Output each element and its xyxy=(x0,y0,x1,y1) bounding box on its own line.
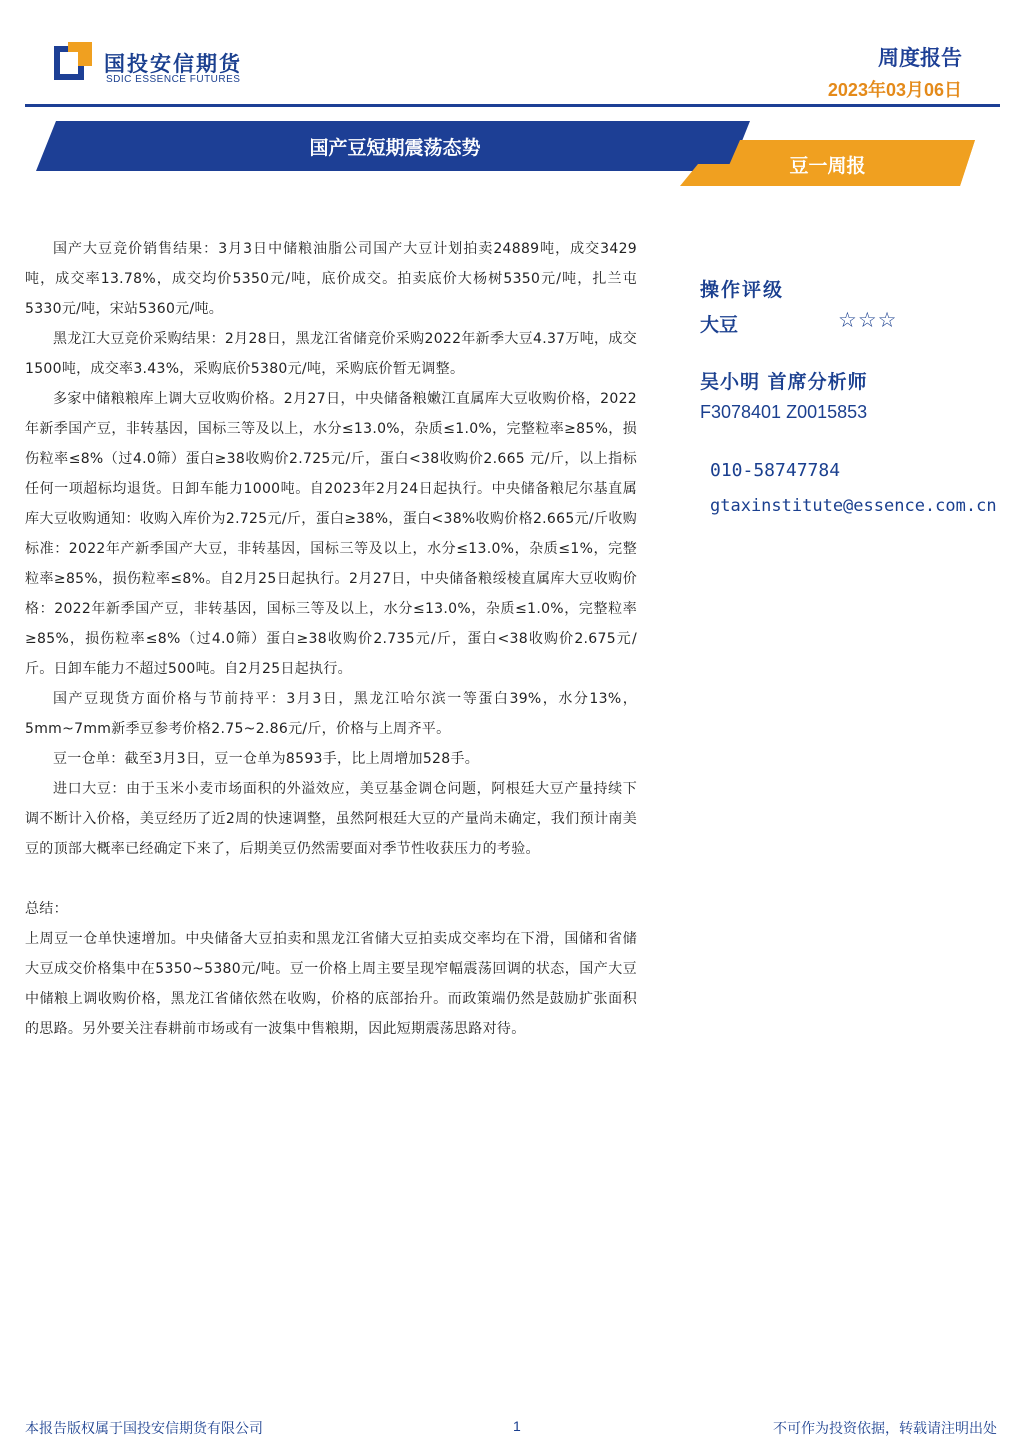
company-logo-icon xyxy=(54,42,94,82)
report-body xyxy=(25,234,637,1044)
company-name-cn: 国投安信期货 xyxy=(104,52,242,76)
summary-label: 总结： xyxy=(25,901,68,917)
footer-disclaimer: 不可作为投资依据，转载请注明出处 xyxy=(773,1421,997,1437)
footer-copyright: 本报告版权属于国投安信期货有限公司 xyxy=(25,1421,263,1437)
report-type: 周度报告 xyxy=(878,46,962,70)
paragraph-spot-prices: 国产豆现货方面价格与节前持平：3月3日，黑龙江哈尔滨一等蛋白39%，水分13%，5mm~7mm新季豆参考价格2.75~2.86元/斤，价格与上周齐平。 xyxy=(25,691,637,737)
contact-email[interactable]: gtaxinstitute@essence.com.cn xyxy=(710,496,997,516)
paragraph-auction: 国产大豆竞价销售结果：3月3日中储粮油脂公司国产大豆计划拍卖24889吨，成交3429吨，成交率13.78%，成交均价5350元/吨，底价成交。拍卖底价大杨树5350元/吨，扎兰屯5330元/吨，宋站5360元/吨。 xyxy=(25,241,637,317)
rating-title: 操作评级 xyxy=(700,279,785,301)
report-title: 国产豆短期震荡态势 xyxy=(309,137,481,159)
rating-item: 大豆 xyxy=(700,314,739,336)
report-subtitle: 豆一周报 xyxy=(789,155,866,177)
header-divider xyxy=(25,104,1000,107)
analyst-name: 吴小明 首席分析师 xyxy=(700,371,868,393)
paragraph-warehouse-receipts: 豆一仓单：截至3月3日，豆一仓单为8593手，比上周增加528手。 xyxy=(53,751,480,767)
company-name-en: SDIC ESSENCE FUTURES xyxy=(106,74,241,85)
paragraph-purchase-prices: 多家中储粮粮库上调大豆收购价格。2月27日，中央储备粮嫩江直属库大豆收购价格，2022年新季国产豆，非转基因，国标三等及以上，水分≤13.0%，杂质≤1.0%，完整粒率≥85%，损伤粒率≤8%（过4.0筛）蛋白≥38收购价2.725元/斤，蛋白<38收购价2.665 元/斤，以上指标任何一项超标均退货。日卸车能力1000吨。自2023年2月24日起执行。中央储备粮尼尔基直属库大豆收购通知：收购入库价为2.725元/斤，蛋白≥38%，蛋白<38%收购价格2.665元/斤收购标准：2022年产新季国产大豆，非转基因，国标三等及以上，水分≤13.0%，杂质≤1%，完整粒率≥85%，损伤粒率≤8%。自2月25日起执行。2月27日，中央储备粮绥棱直属库大豆收购价格：2022年新季国产豆，非转基因，国标三等及以上，水分≤13.0%，杂质≤1.0%，完整粒率≥85%，损伤粒率≤8%（过4.0筛）蛋白≥38收购价2.735元/斤，蛋白<38收购价2.675元/斤。日卸车能力不超过500吨。自2月25日起执行。 xyxy=(25,391,637,677)
contact-phone: 010-58747784 xyxy=(710,460,841,481)
summary-text: 上周豆一仓单快速增加。中央储备大豆拍卖和黑龙江省储大豆拍卖成交率均在下滑，国储和省储大豆成交价格集中在5350~5380元/吨。豆一价格上周主要呈现窄幅震荡回调的状态，国产大豆中储粮上调收购价格，黑龙江省储依然在收购，价格的底部抬升。而政策端仍然是鼓励扩张面积的思路。另外要关注春耕前市场或有一波集中售粮期，因此短期震荡思路对待。 xyxy=(25,931,637,1037)
page-number: 1 xyxy=(513,1418,521,1434)
rating-stars-icon: ☆☆☆ xyxy=(838,308,898,332)
analyst-licenses: F3078401 Z0015853 xyxy=(700,402,868,422)
paragraph-heilongjiang-purchase: 黑龙江大豆竞价采购结果：2月28日，黑龙江省储竞价采购2022年新季大豆4.37万吨，成交1500吨，成交率3.43%，采购底价5380元/吨，采购底价暂无调整。 xyxy=(25,331,637,377)
report-date: 2023年03月06日 xyxy=(827,80,962,100)
paragraph-imported-soybeans: 进口大豆：由于玉米小麦市场面积的外溢效应，美豆基金调仓问题，阿根廷大豆产量持续下调不断计入价格，美豆经历了近2周的快速调整，虽然阿根廷大豆的产量尚未确定，我们预计南美豆的顶部大概率已经确定下来了，后期美豆仍然需要面对季节性收获压力的考验。 xyxy=(25,781,637,857)
